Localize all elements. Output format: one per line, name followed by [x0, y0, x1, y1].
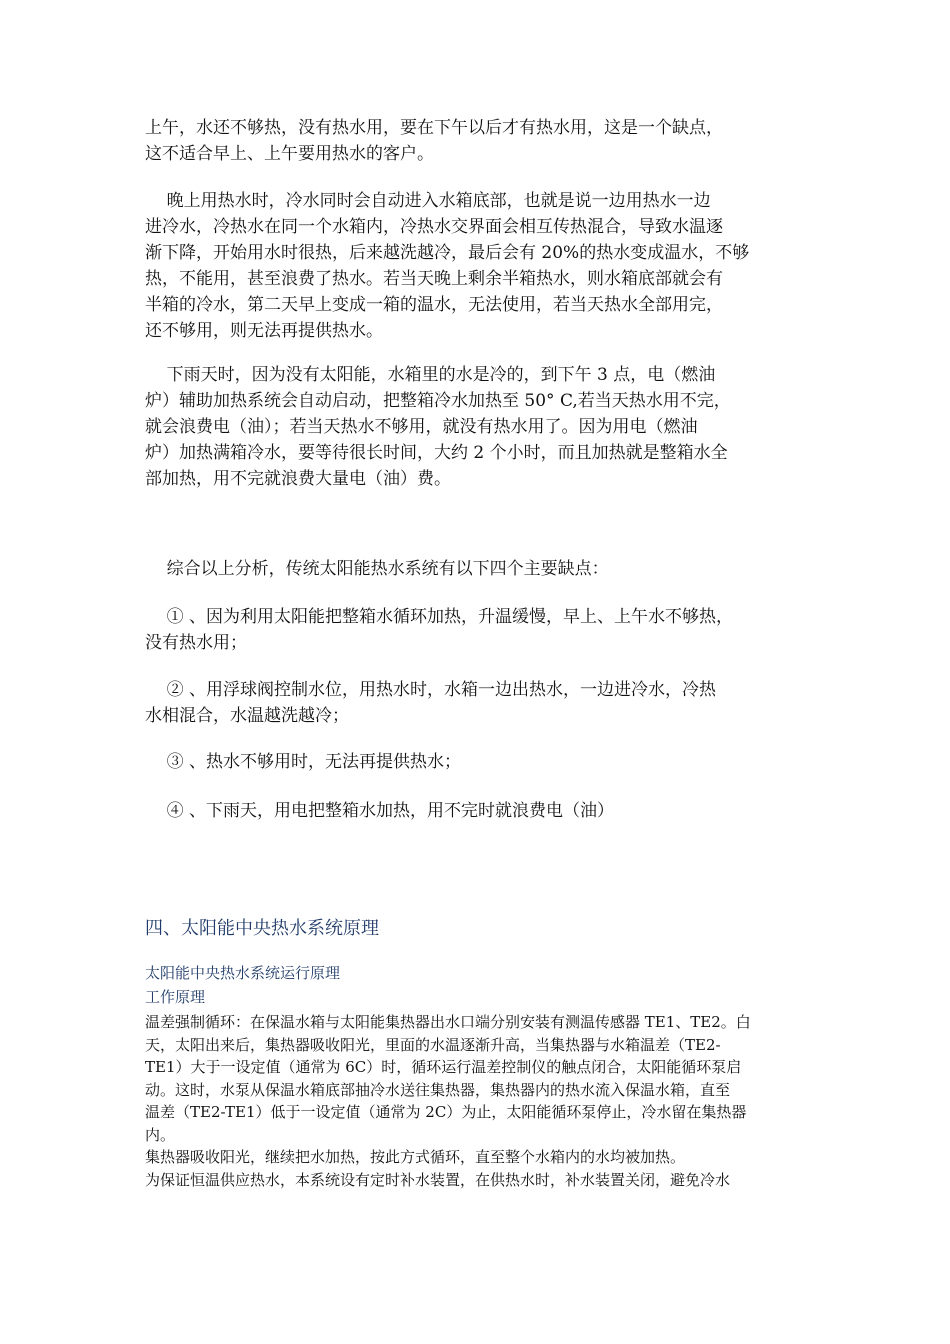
- text-line: 晚上用热水时，冷水同时会自动进入水箱底部，也就是说一边用热水一边: [145, 191, 711, 211]
- text-line: 温差强制循环：在保温水箱与太阳能集热器出水口端分别安装有测温传感器 TE1、TE2。白: [145, 1013, 751, 1031]
- text-line: 半箱的冷水，第二天早上变成一箱的温水，无法使用，若当天热水全部用完，: [145, 295, 723, 315]
- text-line: ③ 、热水不够用时，无法再提供热水；: [145, 752, 462, 772]
- paragraph-summary: [145, 556, 815, 582]
- text-line: 渐下降，开始用水时很热，后来越洗越冷，最后会有 20%的热水变成温水，不够: [145, 243, 750, 263]
- text-line: 部加热，用不完就浪费大量电（油）费。: [145, 469, 451, 489]
- list-item-1: [145, 604, 815, 656]
- text-line: 集热器吸收阳光，继续把水加热，按此方式循环，直至整个水箱内的水均被加热。: [145, 1148, 686, 1166]
- subheading-operation-principle: 太阳能中央热水系统运行原理: [145, 964, 341, 982]
- text-line: 炉）加热满箱冷水，要等待很长时间，大约 2 个小时，而且加热就是整箱水全: [145, 443, 728, 463]
- text-line: 温差（TE2-TE1）低于一设定值（通常为 2C）为止，太阳能循环泵停止，冷水留在集热器: [145, 1103, 747, 1121]
- text-line: 下雨天时，因为没有太阳能，水箱里的水是冷的，到下午 3 点，电（燃油: [145, 365, 716, 385]
- text-line: 综合以上分析，传统太阳能热水系统有以下四个主要缺点：: [145, 559, 609, 579]
- paragraph-rainy-day: [145, 362, 815, 492]
- text-line: 上午，水还不够热，没有热水用，要在下午以后才有热水用，这是一个缺点，: [145, 118, 723, 138]
- text-line: 天，太阳出来后，集热器吸收阳光，里面的水温逐渐升高，当集热器与水箱温差（TE2-: [145, 1035, 721, 1054]
- paragraph-working-principle: [145, 1011, 815, 1191]
- text-line: 还不够用，则无法再提供热水。: [145, 321, 383, 341]
- text-line: 为保证恒温供应热水，本系统设有定时补水装置，在供热水时，补水装置关闭，避免冷水: [145, 1170, 731, 1189]
- text-line: 内。: [145, 1125, 176, 1144]
- list-item-4: [145, 798, 815, 824]
- text-line: ② 、用浮球阀控制水位，用热水时，水箱一边出热水，一边进冷水，冷热: [145, 680, 717, 700]
- list-item-3: [145, 749, 815, 775]
- paragraph-evening-use: [145, 188, 815, 344]
- list-item-2: [145, 677, 815, 729]
- subheading-working-principle: 工作原理: [145, 988, 206, 1006]
- section-heading: 四、太阳能中央热水系统原理: [145, 918, 379, 939]
- text-line: 动。这时，水泵从保温水箱底部抽冷水送往集热器，集热器内的热水流入保温水箱，直至: [145, 1080, 731, 1099]
- text-line: 炉）辅助加热系统会自动启动，把整箱冷水加热至 50° C,若当天热水用不完，: [145, 391, 731, 411]
- text-line: TE1）大于一设定值（通常为 6C）时，循环运行温差控制仪的触点闭合，太阳能循环泵启: [145, 1058, 742, 1076]
- text-line: ④ 、下雨天，用电把整箱水加热，用不完时就浪费电（油）: [145, 801, 615, 821]
- text-line: 水相混合，水温越洗越冷；: [145, 706, 349, 726]
- text-line: 热，不能用，甚至浪费了热水。若当天晚上剩余半箱热水，则水箱底部就会有: [145, 269, 723, 289]
- text-line: 就会浪费电（油）；若当天热水不够用，就没有热水用了。因为用电（燃油: [145, 417, 698, 437]
- text-line: 没有热水用；: [145, 633, 247, 653]
- text-line: 进冷水，冷热水在同一个水箱内，冷热水交界面会相互传热混合，导致水温逐: [145, 217, 723, 237]
- paragraph-morning-drawback: [145, 115, 815, 167]
- text-line: ① 、因为利用太阳能把整箱水循环加热，升温缓慢，早上、上午水不够热，: [145, 607, 734, 627]
- text-line: 这不适合早上、上午要用热水的客户。: [145, 144, 434, 164]
